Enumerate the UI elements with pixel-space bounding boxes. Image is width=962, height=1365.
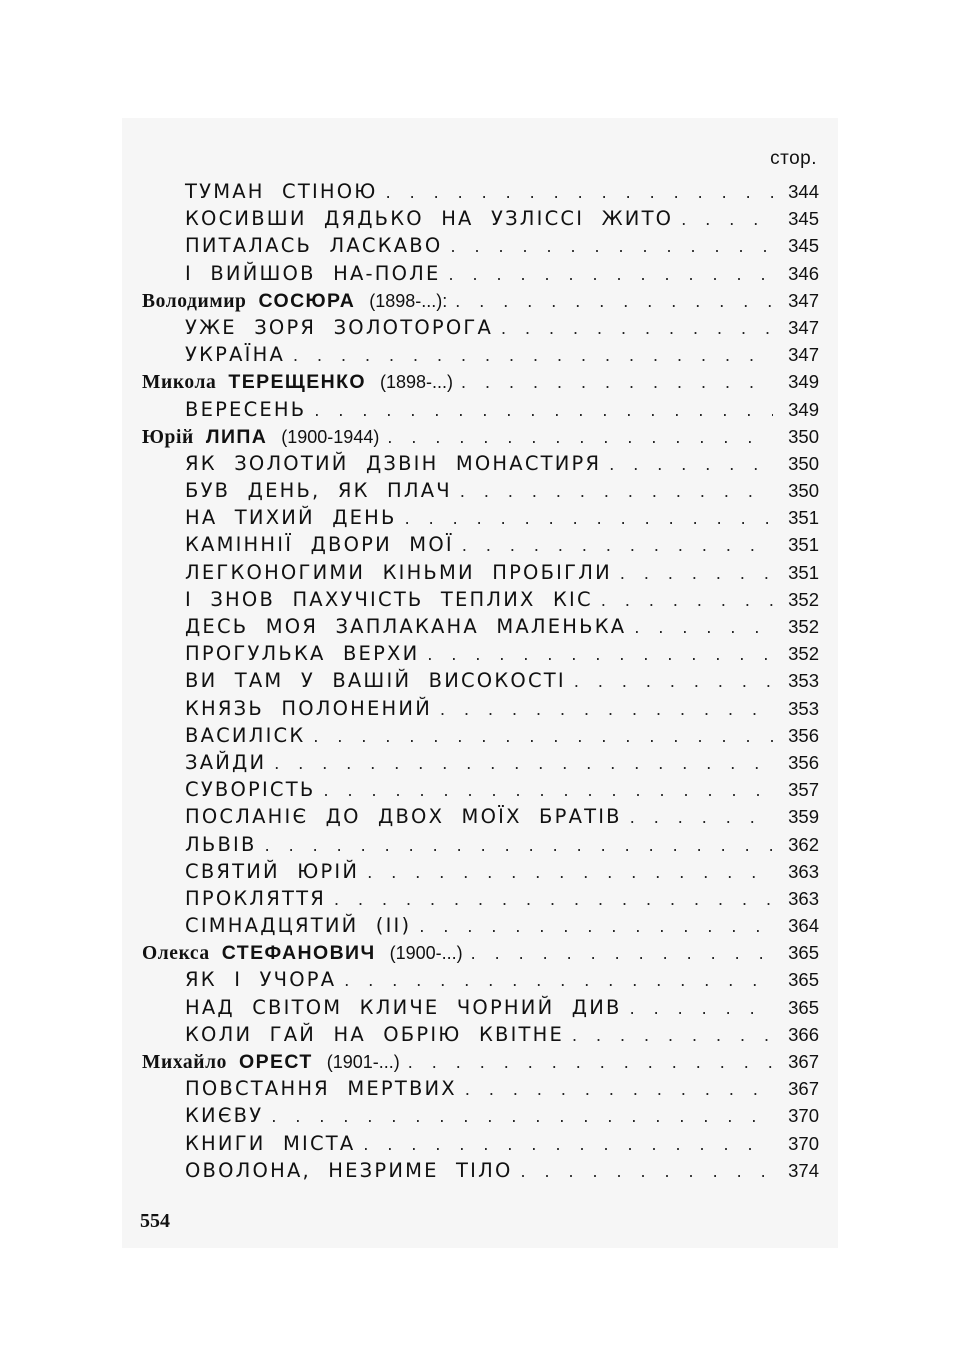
toc-poem-row — [142, 450, 819, 477]
author-first-name: Михайло — [142, 1052, 228, 1073]
toc-poem-row — [142, 803, 819, 830]
dot-leader — [419, 641, 773, 668]
toc-page-number: 346 — [788, 262, 819, 284]
poem-title: ПОВСТАННЯ МЕРТВИХ — [185, 1077, 457, 1101]
toc-poem-row — [142, 260, 819, 287]
toc-poem-row — [142, 504, 819, 531]
toc-poem-row — [142, 1102, 819, 1129]
poem-title: ЗАЙДИ — [185, 750, 267, 774]
toc-poem-row — [142, 1130, 819, 1157]
toc-page-number: 351 — [788, 507, 819, 529]
author-first-name: Володимир — [142, 290, 247, 312]
dot-leader — [432, 696, 773, 723]
toc-poem-row — [142, 776, 819, 803]
toc-page-number: 362 — [788, 833, 819, 855]
poem-title: ДЕСЬ МОЯ ЗАПЛАКАНА МАЛЕНЬКА — [185, 615, 627, 638]
dot-leader — [442, 233, 773, 260]
toc-poem-row — [142, 912, 819, 939]
author-heading — [142, 1049, 400, 1076]
dot-leader — [257, 832, 773, 859]
toc-page-number: 367 — [788, 1078, 819, 1100]
poem-title: ЛЕГКОНОГИМИ КІНЬМИ ПРОБІГЛИ — [185, 560, 612, 584]
toc-page-number: 350 — [788, 425, 819, 447]
author-heading — [142, 940, 463, 967]
author-dates: (1898-...) — [379, 372, 453, 393]
poem-title: КАМІННІЇ ДВОРИ МОЇ — [185, 533, 454, 557]
dot-leader — [315, 777, 773, 804]
toc-poem-row — [142, 640, 819, 667]
toc-page-number: 347 — [788, 289, 819, 311]
poem-title: СВЯТИЙ ЮРІЙ — [185, 859, 360, 883]
poem-title: ВИ ТАМ У ВАШІЙ ВИСОКОСТІ — [185, 669, 566, 693]
dot-leader — [306, 397, 773, 424]
toc-poem-row — [142, 396, 819, 423]
toc-page-number: 344 — [788, 181, 819, 202]
poem-title: ВЕРЕСЕНЬ — [185, 397, 307, 421]
toc-poem-row — [142, 695, 819, 722]
toc-poem-row — [142, 1021, 819, 1048]
toc-poem-row — [142, 341, 819, 368]
toc-poem-row — [142, 667, 819, 694]
dot-leader — [378, 179, 773, 206]
author-last-name: ТЕРЕЩЕНКО — [228, 371, 366, 394]
toc-poem-row — [142, 613, 819, 640]
toc-poem-row — [142, 314, 819, 341]
poem-title: ПРОГУЛЬКА ВЕРХИ — [185, 642, 420, 666]
toc-poem-row — [142, 722, 819, 749]
toc-page-number: 366 — [788, 1023, 819, 1045]
toc-page-number: 370 — [788, 1105, 819, 1127]
toc-poem-row — [142, 205, 819, 232]
dot-leader — [452, 478, 773, 505]
author-heading — [142, 424, 379, 451]
toc-page-number: 359 — [788, 806, 819, 828]
dot-leader — [263, 1103, 773, 1130]
dot-leader — [454, 532, 773, 559]
toc-page-number: 352 — [788, 643, 819, 665]
toc-page-number: 353 — [788, 697, 819, 719]
toc-page-number: 363 — [788, 860, 819, 882]
table-of-contents — [142, 178, 819, 1184]
dot-leader — [305, 723, 773, 750]
poem-title: ПОСЛАНІЄ ДО ДВОХ МОЇХ БРАТІВ — [185, 805, 622, 829]
author-dates: (1898-...): — [369, 290, 448, 311]
dot-leader — [564, 1022, 773, 1049]
toc-page-number: 365 — [788, 996, 819, 1018]
poem-title: ЯК ЗОЛОТИЙ ДЗВІН МОНАСТИРЯ — [185, 451, 602, 475]
poem-title: КНИГИ МІСТА — [185, 1131, 356, 1155]
toc-author-row — [142, 1048, 819, 1075]
toc-poem-row — [142, 477, 819, 504]
toc-page-number: 353 — [788, 670, 819, 692]
author-dates: (1900-1944) — [281, 426, 380, 447]
toc-page-number: 356 — [788, 751, 819, 773]
author-heading — [142, 369, 453, 396]
poem-title: І ВИЙШОВ НА-ПОЛЕ — [185, 261, 441, 285]
dot-leader — [447, 288, 773, 315]
toc-page-number: 347 — [788, 344, 819, 366]
toc-page-number: 374 — [788, 1159, 819, 1181]
toc-poem-row — [142, 831, 819, 858]
dot-leader — [266, 750, 773, 777]
poem-title: БУВ ДЕНЬ, ЯК ПЛАЧ — [185, 479, 452, 503]
toc-author-row — [142, 368, 819, 395]
toc-page-number: 350 — [788, 452, 819, 474]
toc-poem-row — [142, 559, 819, 586]
dot-leader — [622, 804, 773, 831]
toc-page-number: 365 — [788, 969, 819, 991]
dot-leader — [566, 668, 773, 695]
page-number: 554 — [140, 1210, 170, 1232]
toc-poem-row — [142, 586, 819, 613]
dot-leader — [397, 505, 773, 532]
toc-page-number: 349 — [788, 371, 819, 393]
author-first-name: Микола — [142, 372, 217, 394]
author-first-name: Юрій — [142, 426, 194, 448]
toc-page-number: 370 — [788, 1132, 819, 1154]
toc-poem-row — [142, 1157, 819, 1184]
toc-page-number: 345 — [788, 208, 819, 230]
author-last-name: ОРЕСТ — [239, 1051, 313, 1073]
poem-title: НА ТИХИЙ ДЕНЬ — [185, 506, 397, 530]
poem-title: НАД СВІТОМ КЛИЧЕ ЧОРНИЙ ДИВ — [185, 995, 622, 1019]
page-column-header: стор. — [770, 148, 817, 169]
toc-poem-row — [142, 232, 819, 259]
dot-leader — [411, 913, 773, 940]
poem-title: УЖЕ ЗОРЯ ЗОЛОТОРОГА — [185, 315, 494, 339]
poem-title: ПИТАЛАСЬ ЛАСКАВО — [185, 234, 443, 258]
author-first-name: Олекса — [142, 943, 210, 965]
poem-title: КОСИВШИ ДЯДЬКО НА УЗЛІССІ ЖИТО — [185, 207, 674, 231]
author-heading — [142, 288, 447, 315]
author-last-name: СТЕФАНОВИЧ — [221, 942, 376, 965]
dot-leader — [457, 1076, 773, 1103]
toc-page-number: 357 — [788, 779, 819, 801]
dot-leader — [355, 1131, 773, 1158]
toc-page-number: 356 — [788, 724, 819, 746]
poem-title: СУВОРІСТЬ — [185, 778, 316, 802]
dot-leader — [441, 261, 773, 288]
poem-title: КНЯЗЬ ПОЛОНЕНИЙ — [185, 696, 432, 720]
toc-page-number: 351 — [788, 534, 819, 556]
dot-leader — [326, 886, 773, 913]
dot-leader — [612, 560, 773, 587]
poem-title: ТУМАН СТІНОЮ — [185, 180, 378, 203]
poem-title: ВАСИЛІСК — [185, 723, 306, 747]
dot-leader — [400, 1049, 773, 1076]
dot-leader — [673, 206, 773, 233]
toc-poem-row — [142, 994, 819, 1021]
toc-page-number: 367 — [788, 1051, 819, 1072]
dot-leader — [513, 1158, 773, 1185]
poem-title: ЛЬВІВ — [185, 832, 257, 856]
toc-page-number: 352 — [788, 616, 819, 637]
toc-author-row — [142, 939, 819, 966]
dot-leader — [379, 424, 773, 451]
dot-leader — [626, 614, 773, 641]
dot-leader — [463, 940, 773, 967]
dot-leader — [601, 451, 773, 478]
dot-leader — [493, 315, 773, 342]
toc-poem-row — [142, 966, 819, 993]
toc-author-row — [142, 423, 819, 450]
author-last-name: ЛИПА — [205, 425, 268, 448]
poem-title: СІМНАДЦЯТИЙ (II) — [185, 914, 412, 938]
toc-page-number: 345 — [788, 235, 819, 257]
dot-leader — [285, 342, 773, 369]
dot-leader — [453, 369, 773, 396]
toc-poem-row — [142, 1075, 819, 1102]
toc-poem-row — [142, 531, 819, 558]
toc-author-row — [142, 287, 819, 314]
poem-title: КИЄВУ — [185, 1104, 264, 1128]
toc-page-number: 363 — [788, 887, 819, 909]
toc-poem-row — [142, 178, 819, 205]
dot-leader — [593, 587, 773, 614]
toc-page-number: 350 — [788, 480, 819, 502]
toc-poem-row — [142, 885, 819, 912]
toc-page-number: 365 — [788, 942, 819, 964]
dot-leader — [622, 995, 773, 1022]
toc-page-number: 347 — [788, 316, 819, 338]
author-dates: (1900-...) — [389, 943, 463, 964]
toc-page-number: 364 — [788, 915, 819, 937]
poem-title: ЯК І УЧОРА — [185, 968, 337, 992]
dot-leader — [336, 967, 773, 994]
poem-title: ОВОЛОНА, НЕЗРИМЕ ТІЛО — [185, 1158, 513, 1182]
toc-page-number: 349 — [788, 398, 819, 420]
toc-poem-row — [142, 858, 819, 885]
toc-page-number: 351 — [788, 561, 819, 583]
poem-title: І ЗНОВ ПАХУЧІСТЬ ТЕПЛИХ КІС — [185, 587, 593, 611]
dot-leader — [359, 859, 773, 886]
toc-page-number: 352 — [788, 588, 819, 610]
author-last-name: СОСЮРА — [258, 289, 356, 312]
poem-title: КОЛИ ГАЙ НА ОБРІЮ КВІТНЕ — [185, 1022, 565, 1046]
poem-title: УКРАЇНА — [185, 343, 285, 367]
author-dates: (1901-...) — [326, 1052, 400, 1072]
poem-title: ПРОКЛЯТТЯ — [185, 886, 326, 910]
toc-poem-row — [142, 749, 819, 776]
